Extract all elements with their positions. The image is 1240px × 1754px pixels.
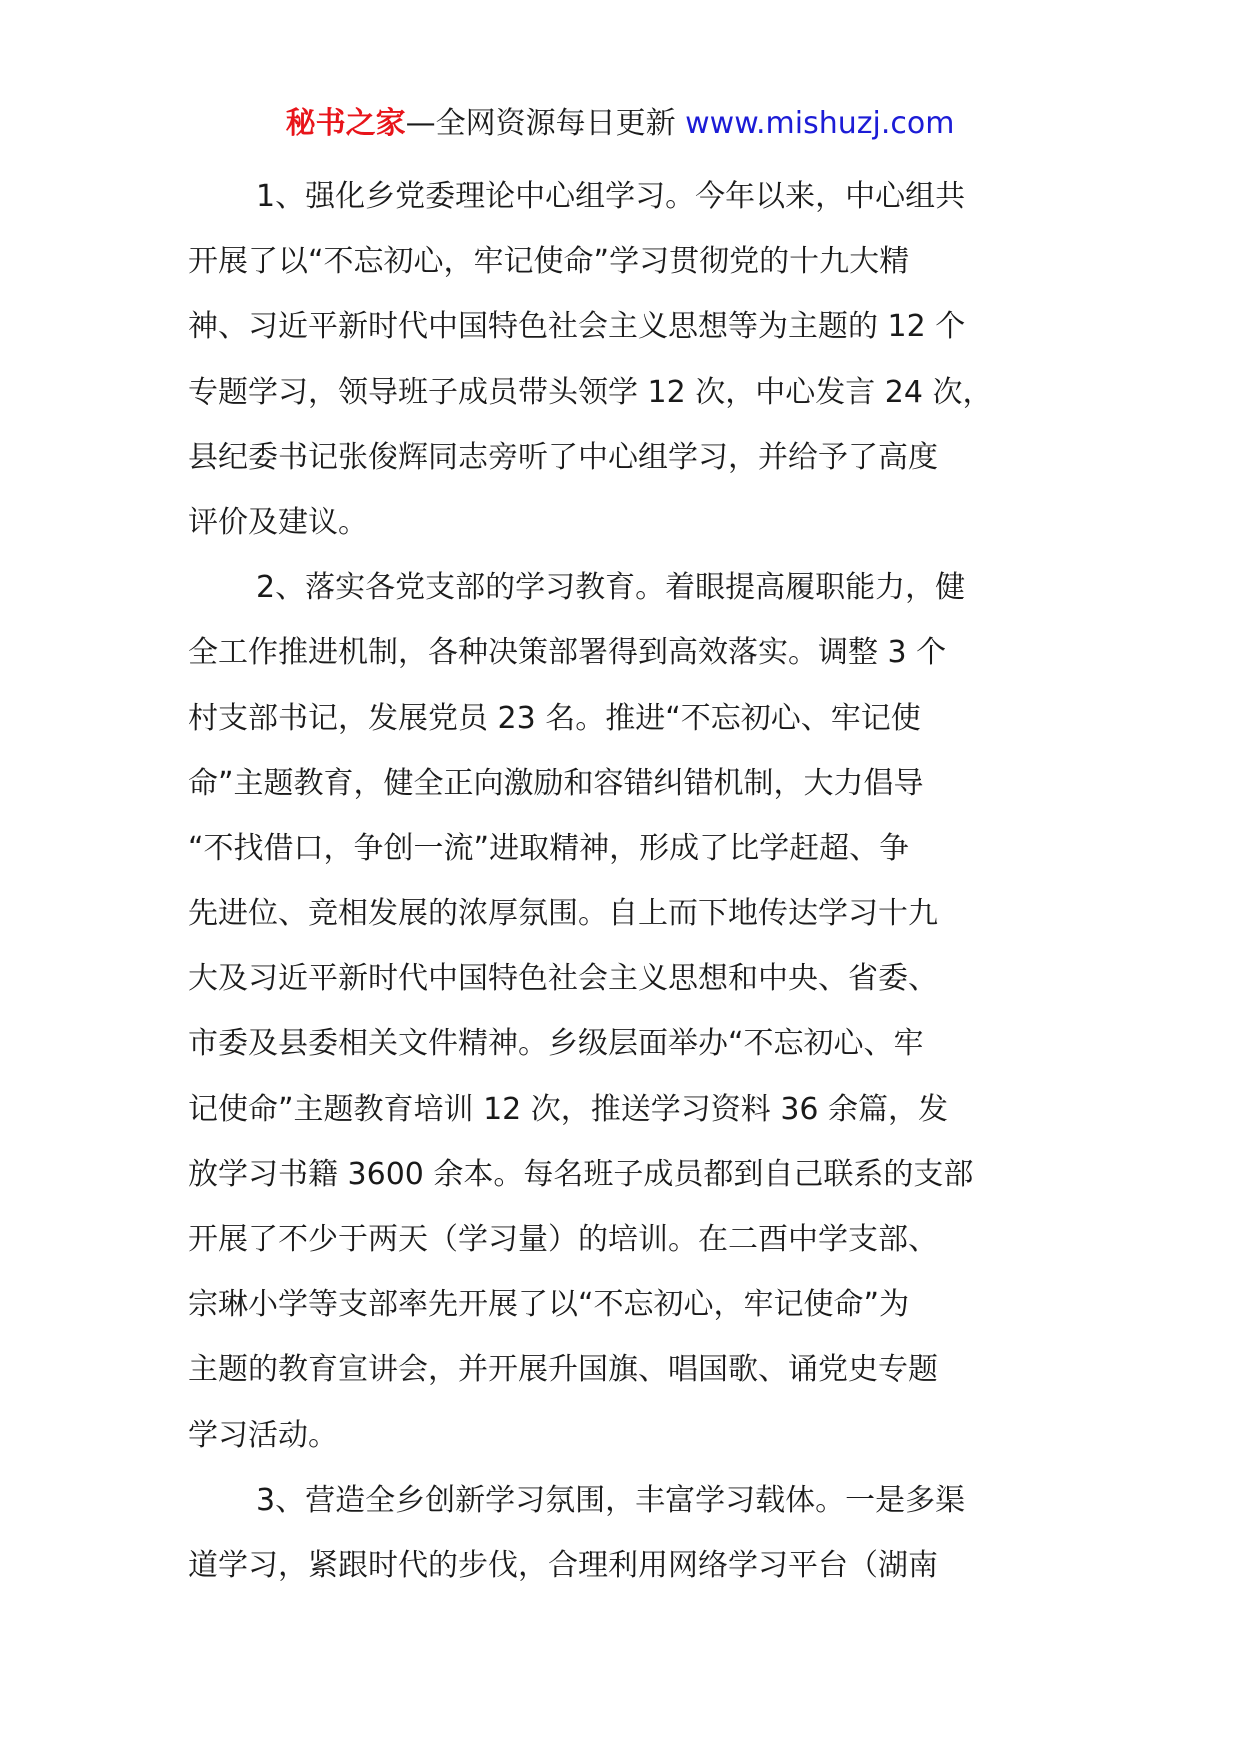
paragraph-line: 学习活动。 <box>188 1417 338 1453</box>
paragraph-line: 宗琳小学等支部率先开展了以“不忘初心，牢记使命”为 <box>188 1287 910 1323</box>
paragraph-line: 记使命”主题教育培训 12 次，推送学习资料 36 余篇，发 <box>188 1091 949 1127</box>
paragraph-line: 村支部书记，发展党员 23 名。推进“不忘初心、牢记使 <box>188 700 921 736</box>
paragraph-line: 专题学习，领导班子成员带头领学 12 次，中心发言 24 次， <box>188 374 993 410</box>
paragraph-3 <box>188 1468 1068 1598</box>
site-url-link[interactable]: www.mishuzj.com <box>685 106 955 141</box>
paragraph-line: 2、落实各党支部的学习教育。着眼提高履职能力，健 <box>256 570 966 606</box>
paragraph-line: 县纪委书记张俊辉同志旁听了中心组学习，并给予了高度 <box>188 439 938 475</box>
paragraph-line: 主题的教育宣讲会，并开展升国旗、唱国歌、诵党史专题 <box>188 1352 938 1388</box>
paragraph-line: 大及习近平新时代中国特色社会主义思想和中央、省委、 <box>188 961 938 997</box>
paragraph-line: 评价及建议。 <box>188 504 368 540</box>
paragraph-line: 开展了不少于两天（学习量）的培训。在二酉中学支部、 <box>188 1222 938 1257</box>
paragraph-line: 3、营造全乡创新学习氛围，丰富学习载体。一是多渠 <box>256 1482 966 1518</box>
paragraph-line: 道学习，紧跟时代的步伐，合理利用网络学习平台（湖南 <box>188 1547 938 1583</box>
page-header <box>0 104 1240 144</box>
paragraph-line: 开展了以“不忘初心，牢记使命”学习贯彻党的十九大精 <box>188 244 910 280</box>
paragraph-line: 1、强化乡党委理论中心组学习。今年以来，中心组共 <box>256 179 966 214</box>
document-body <box>188 164 1068 1598</box>
paragraph-line: 市委及县委相关文件精神。乡级层面举办“不忘初心、牢 <box>188 1026 924 1062</box>
paragraph-1 <box>188 164 1068 555</box>
paragraph-line: 全工作推进机制，各种决策部署得到高效落实。调整 3 个 <box>188 635 947 671</box>
paragraph-line: 命”主题教育，健全正向激励和容错纠错机制，大力倡导 <box>188 765 924 801</box>
paragraph-line: 放学习书籍 3600 余本。每名班子成员都到自己联系的支部 <box>188 1156 974 1192</box>
paragraph-line: 先进位、竞相发展的浓厚氛围。自上而下地传达学习十九 <box>188 896 938 932</box>
site-tagline: —全网资源每日更新 <box>405 106 676 141</box>
paragraph-line: 神、习近平新时代中国特色社会主义思想等为主题的 12 个 <box>188 309 966 345</box>
site-brand: 秘书之家 <box>285 106 406 141</box>
paragraph-line: “不找借口，争创一流”进取精神，形成了比学赶超、争 <box>188 830 910 866</box>
paragraph-2 <box>188 555 1068 1468</box>
